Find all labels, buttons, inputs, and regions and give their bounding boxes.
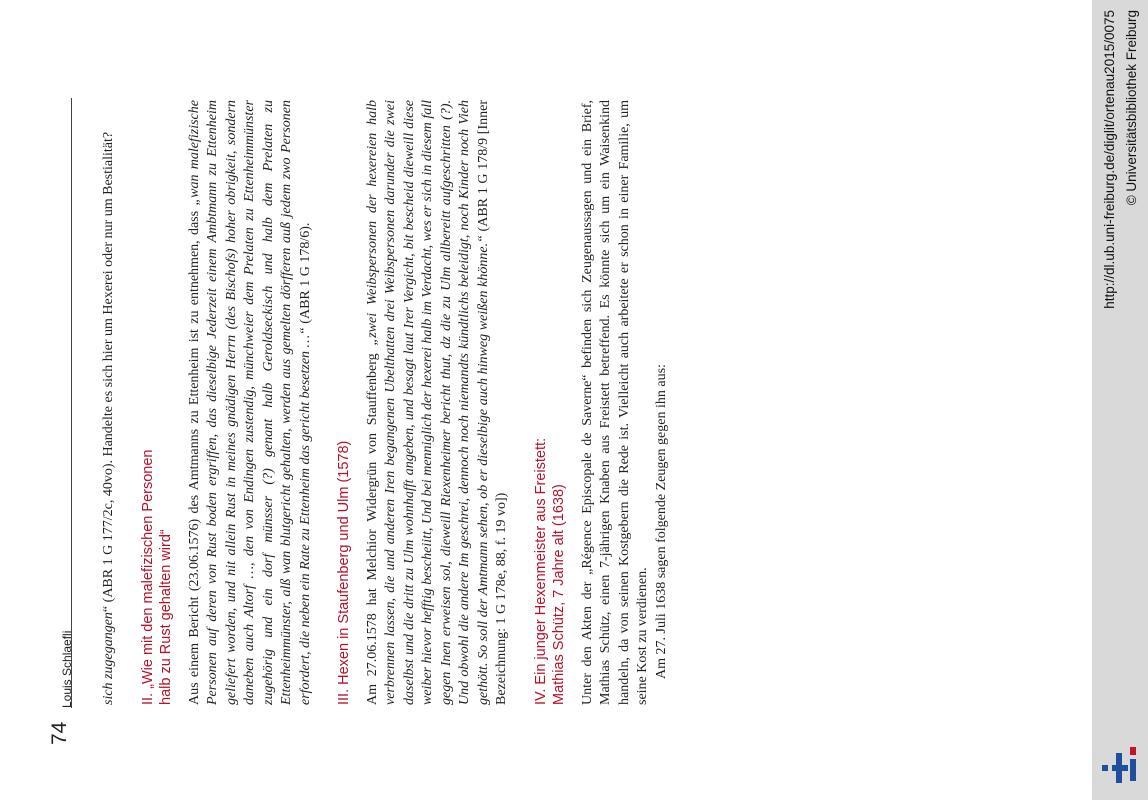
sidebar-url-link[interactable]: http://dl.ub.uni-freiburg.de/diglit/ortenau2015/0075 (1102, 10, 1117, 309)
page-body (100, 100, 671, 705)
intro-italic: sich zugegangen (101, 612, 116, 705)
section-4-heading-line2: Mathias Schütz, 7 Jahre alt (1638) (551, 484, 567, 705)
section-3-paragraph (364, 100, 512, 705)
page-number: 74 (48, 721, 71, 745)
intro-paragraph (100, 100, 119, 705)
section-3-text-end: (ABR 1 G 178/9 [Inner Bezeichnung: 1 G 178e, 88, f. 19 vo]) (475, 100, 509, 705)
section-4-paragraph-1: Unter den Akten der „Régence Episcopale de Saverne“ befinden sich Zeugenaussagen und ein Brief, Mathias Schütz, einen 7-jährigen Knaben aus Freistett betreffend. Es könnte sich um ein Waisenkind handeln, da von seinen Kostgebern die Rede ist. Vielleicht auch arbeitete er schon in einer Familie, um seine Kost zu verdienen. (579, 100, 650, 705)
section-2-heading (139, 100, 176, 705)
section-2-heading-line2: halb zu Rust gehalten wird“ (158, 529, 174, 705)
section-2-text-end: (ABR 1 G 178/6). (297, 222, 313, 328)
logo-bar-4 (1130, 759, 1136, 781)
section-3-text-start: Am 27.06.1578 hat Melchior Widergrün von Stauffenberg (364, 345, 380, 705)
section-4-heading-line1: IV. Ein junger Hexenmeister aus Freistett: (532, 437, 549, 705)
section-2-text-start: Aus einem Bericht (23.06.1576) des Amtmanns zu Ettenheim ist zu entnehmen, dass (186, 205, 202, 705)
section-2-paragraph (186, 100, 316, 705)
section-3-heading: III. Hexen in Staufenberg und Ulm (1578) (336, 440, 352, 705)
intro-text: “ (ABR 1 G 177/2c, 40vo). Handelte es sich hier um Hexerei oder nur um Bestialität? (101, 131, 116, 613)
header-rule (71, 98, 72, 708)
section-2-heading-line1: II. „Wie mit den malefizischen Personen (139, 449, 156, 705)
logo-accent (1130, 747, 1136, 755)
section-4-paragraph-2: Am 27. Juli 1638 sagen folgende Zeugen gegen ihn aus: (653, 364, 669, 679)
section-3-quote: „zwei Weibspersonen der hexereien halb verbrennen lassen, die und anderen Iren begangenen Ubelthatten drei Weibspersonen darunder die zwei daselbst und die dritt zu Ulm wohnhafft angeben, und besagt laut Irer Vergicht, bit bescheid dieweill diese weiber hievor hefftig bescheiitt, Und bei menniglich der hexerei halb im Verdacht, wes er sich in diesem fall gegen Inen erweisen sol, dieweill Riexenheimer bericht thut, dz die zu Ulm allbereitt aufgeschritten (?). Und obwohl die andere Im geschrei, dennoch noch niemandts kündtlichs beleidigt, noch Kinder noch Vieh gethött. So soll der Amtmann sehen, ob er dieselbige auch hinweg weißen khönne.“ (364, 99, 491, 705)
logo-bar-1 (1102, 765, 1108, 771)
sidebar-copyright: © Universitätsbibliothek Freiburg (1124, 10, 1139, 206)
university-library-logo-icon (1100, 745, 1142, 785)
section-4-heading (532, 100, 569, 705)
library-sidebar (1092, 0, 1148, 800)
running-header-author: Louis Schlaefli (60, 630, 74, 708)
logo-bar-3 (1116, 753, 1122, 783)
sidebar-text (1092, 0, 1148, 800)
section-2-quote: „wan malefizische Personen auf deren von Rust boden ergriffen, das dieselbige Jederzeit einem Ambtmann zu Ettenheim geliefert worden, und nit allein Rust in meines gnädigen Herrn (des Bischofs) hoher obrigkeit, sondern daneben auch Altorf …, den von Endingen zustendig, münchweier dem Prelaten zu Ettenheimmünster zugehörig und ein dorf münsser (?) genant halb Geroldseckisch und halb dem Prelaten zu Ettenheimmünster, alß wan blutgericht gehalten, werden aus gemelten dörfferen auß jedem zwo Personen erfordert, die neben ein Rate zu Ettenheim das gericht besetzen …“ (186, 100, 313, 705)
